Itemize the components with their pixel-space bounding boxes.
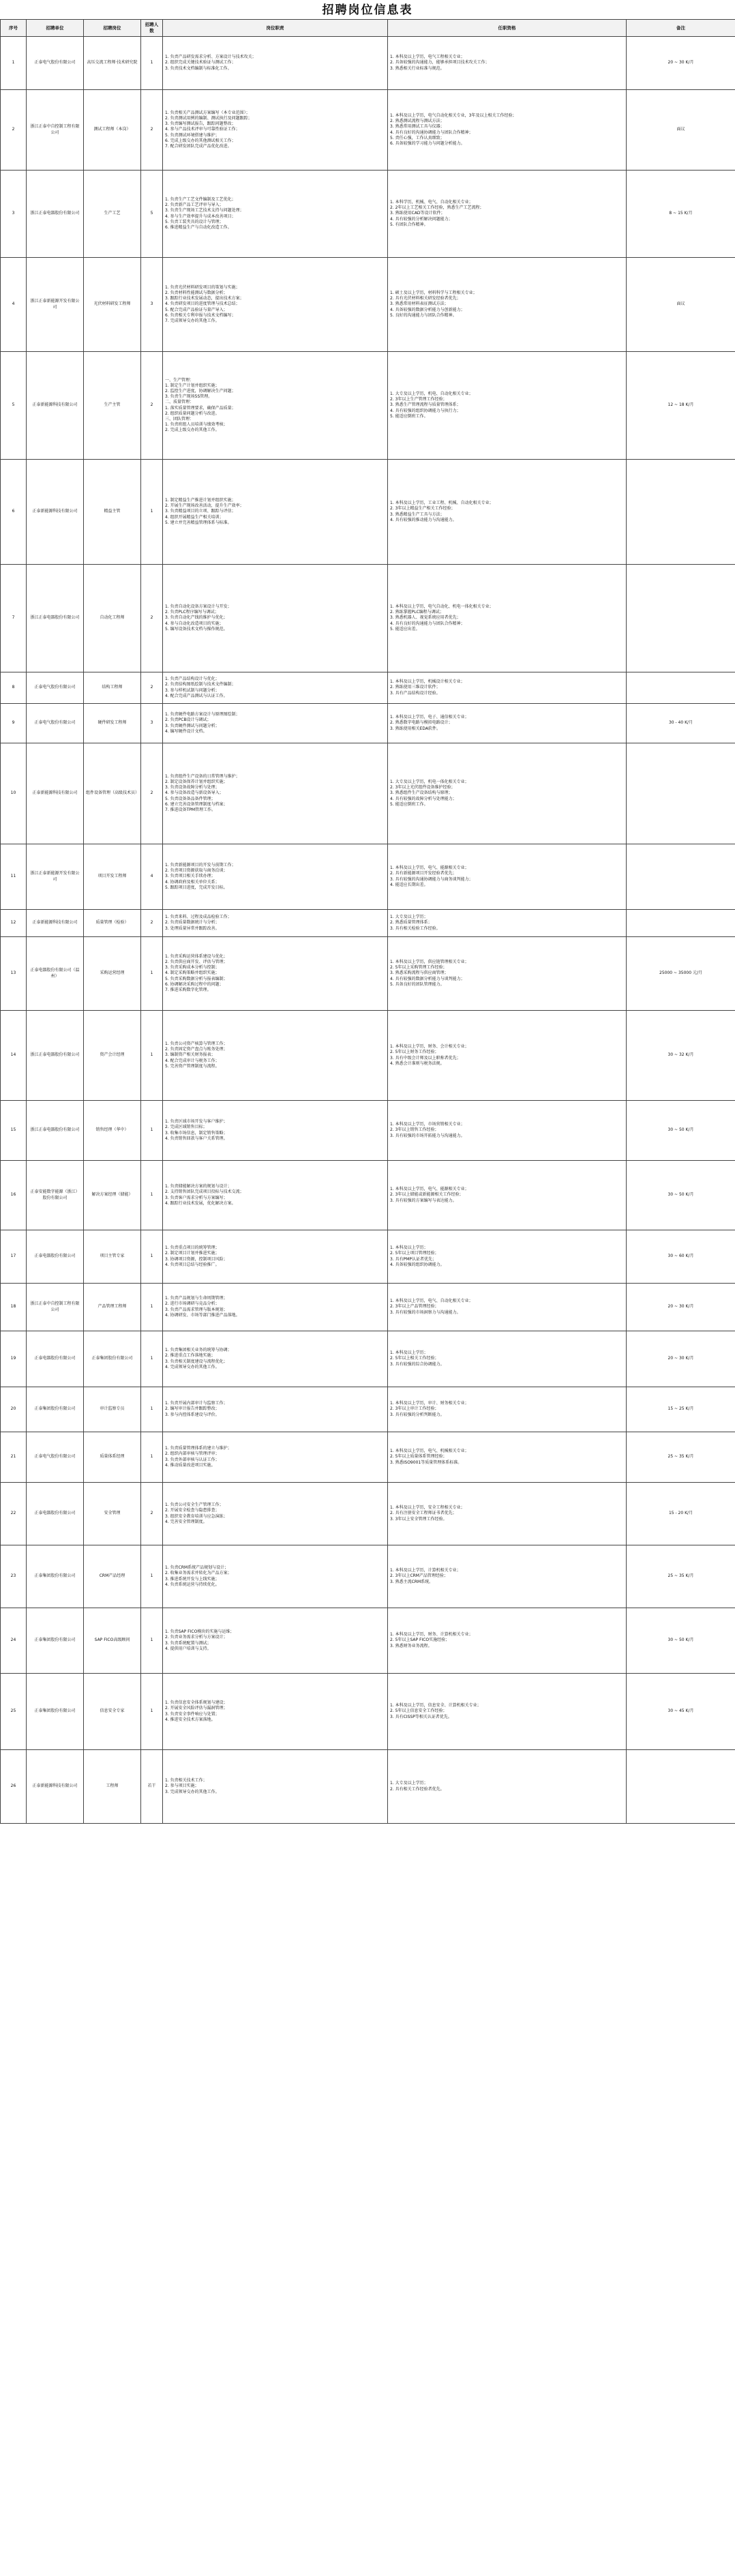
row-requirements: 1. 本科及以上学历，供应链管理相关专业； 2. 5年以上采购管理工作经验； 3. 熟悉采购流程与供应商管理； 4. 具有较强的数据分析能力与谈判能力； 5. 具备良好的团队管理能力。 (388, 937, 627, 1011)
row-salary (627, 565, 735, 672)
row-headcount: 1 (141, 1674, 163, 1750)
row-salary: 30 ~ 50 K/月 (627, 1101, 735, 1161)
row-duties: 1. 负责产品规划与生命周期管理； 2. 进行市场调研与竞品分析； 3. 负责产品需求管理与版本规划； 4. 协调研发、市场等部门推进产品落地。 (163, 1284, 388, 1331)
row-salary: 20 ~ 30 K/月 (627, 37, 735, 90)
table-row (1, 743, 735, 844)
row-salary: 25 ~ 35 K/月 (627, 1432, 735, 1483)
row-requirements: 1. 本科及以上学历，计算机相关专业； 2. 3年以上CRM产品管理经验； 3. 熟悉主流CRM系统。 (388, 1545, 627, 1608)
row-number: 25 (1, 1674, 27, 1750)
row-salary: 25 ~ 35 K/月 (627, 1545, 735, 1608)
row-post: 硬件研发工程师 (84, 704, 141, 743)
table-row (1, 1483, 735, 1545)
recruitment-table (0, 19, 735, 1824)
table-row (1, 1284, 735, 1331)
header-no: 序号 (1, 20, 27, 37)
row-unit: 正泰电气股份有限公司 (27, 672, 84, 704)
row-unit: 正泰电器股份有限公司 (27, 1331, 84, 1387)
row-headcount: 2 (141, 90, 163, 171)
row-requirements: 1. 本科及以上学历，电气、机械相关专业； 2. 5年以上质量体系管理经验； 3. 熟悉ISO9001等质量管理体系标准。 (388, 1432, 627, 1483)
row-post: 正泰集团股份有限公司 (84, 1331, 141, 1387)
row-requirements: 1. 本科及以上学历，市场营销相关专业； 2. 3年以上销售工作经验； 3. 具有较强的市场开拓能力与沟通能力。 (388, 1101, 627, 1161)
row-requirements: 1. 本科及以上学历，信息安全、计算机相关专业； 2. 5年以上信息安全工作经验； 3. 具有CISSP等相关认证者优先。 (388, 1674, 627, 1750)
row-headcount: 2 (141, 352, 163, 460)
table-row (1, 672, 735, 704)
row-unit: 正泰新能源科技有限公司 (27, 910, 84, 937)
row-duties: 1. 负责公司资产核算与管理工作； 2. 负责固定资产盘点与账务处理； 3. 编制资产相关财务报表； 4. 配合完成审计与税务工作； 5. 完善资产管理制度与流程。 (163, 1011, 388, 1101)
row-post: 安全管理 (84, 1483, 141, 1545)
row-number: 16 (1, 1161, 27, 1230)
row-headcount: 3 (141, 704, 163, 743)
row-salary (627, 672, 735, 704)
row-salary: 15 ~ 25 K/月 (627, 1387, 735, 1432)
row-requirements: 1. 硕士及以上学历，材料科学与工程相关专业； 2. 具有光伏材料相关研发经验者优先； 3. 熟悉常用材料表征测试方法； 4. 具备较强的数据分析能力与创新能力； 5. 良好的沟通能力与团队合作精神。 (388, 258, 627, 352)
table-row (1, 1432, 735, 1483)
row-number: 18 (1, 1284, 27, 1331)
row-unit: 正泰电器股份有限公司 (27, 1230, 84, 1284)
row-requirements: 1. 本科及以上学历，安全工程相关专业； 2. 具有注册安全工程师证书者优先； 3. 3年以上安全管理工作经验。 (388, 1483, 627, 1545)
row-post: 质量体系经理 (84, 1432, 141, 1483)
row-post: 自动化工程师 (84, 565, 141, 672)
row-number: 5 (1, 352, 27, 460)
row-headcount: 2 (141, 910, 163, 937)
row-requirements: 1. 本科及以上学历，电气、自动化相关专业； 2. 3年以上产品管理经验； 3. 具有较强的市场洞察力与沟通能力。 (388, 1284, 627, 1331)
table-row (1, 1750, 735, 1824)
row-duties: 1. 负责质量管理体系的建立与维护； 2. 组织内部审核与管理评审； 3. 负责外部审核与认证工作； 4. 推动质量改进项目实施。 (163, 1432, 388, 1483)
table-row (1, 1674, 735, 1750)
page-title: 招聘岗位信息表 (0, 1, 735, 19)
row-requirements: 1. 大专及以上学历； 2. 熟悉质量管理体系； 3. 具有相关检验工作经验。 (388, 910, 627, 937)
table-row (1, 1101, 735, 1161)
row-unit: 浙江正泰电器股份有限公司 (27, 1101, 84, 1161)
row-duties: 1. 负责储能解决方案的规划与设计； 2. 支持销售团队完成项目投标与技术交流； 3. 负责客户需求分析与方案编写； 4. 跟踪行业技术发展，优化解决方案。 (163, 1161, 388, 1230)
row-headcount: 2 (141, 672, 163, 704)
row-post: 信息安全专家 (84, 1674, 141, 1750)
row-post: 资产会计经理 (84, 1011, 141, 1101)
row-salary (627, 743, 735, 844)
row-requirements: 1. 本科及以上学历，电气自动化相关专业，3年及以上相关工作经验； 2. 熟悉测试流程与测试方法； 3. 熟悉常用测试工具与仪器； 4. 具有良好的沟通协调能力与团队合作精神； 5. 责任心强，工作认真细致； 6. 具备较强的学习能力与问题分析能力。 (388, 90, 627, 171)
row-post: 生产工艺 (84, 171, 141, 258)
row-number: 13 (1, 937, 27, 1011)
row-unit: 浙江正泰电器股份有限公司 (27, 1011, 84, 1101)
row-post: 光伏材料研发工程师 (84, 258, 141, 352)
table-row (1, 171, 735, 258)
row-number: 7 (1, 565, 27, 672)
row-duties: 1. 负责新能源项目的开发与前期工作； 2. 负责项目资源获取与商务洽谈； 3. 负责项目相关手续办理； 4. 协调政府及相关单位关系； 5. 跟踪项目进度，完成开发目标。 (163, 844, 388, 910)
table-row (1, 1387, 735, 1432)
row-unit: 浙江正泰新能源开发有限公司 (27, 844, 84, 910)
row-requirements: 1. 本科及以上学历，财务、计算机相关专业； 2. 5年以上SAP FICO实施经验； 3. 熟悉财务业务流程。 (388, 1608, 627, 1674)
row-duties: 1. 负责光伏材料研发项目的策划与实施； 2. 负责材料性能测试与数据分析； 3. 跟踪行业技术发展动态，提出技术方案； 4. 负责研发项目的进度管理与技术总结； 5. 配合完成产品验证与量产导入； 6. 负责相关专利申报与技术文档编写； 7. 完成领导交办的其他工作。 (163, 258, 388, 352)
row-post: 工程师 (84, 1750, 141, 1824)
row-salary: 30 ~ 50 K/月 (627, 1161, 735, 1230)
row-number: 11 (1, 844, 27, 910)
row-salary: 20 ~ 30 K/月 (627, 1284, 735, 1331)
row-requirements: 1. 本科学历，机械、电气、自动化相关专业； 2. 2年以上工艺相关工作经验，熟悉生产工艺流程； 3. 熟练使用CAD等设计软件； 4. 具有较强的分析解决问题能力； 5. 有团队合作精神。 (388, 171, 627, 258)
row-duties: 1. 负责集团相关业务的统筹与协调； 2. 推进重点工作落地实施； 3. 负责相关制度建设与流程优化； 4. 完成领导交办的其他工作。 (163, 1331, 388, 1387)
row-post: 组件设备管理（高级技术员） (84, 743, 141, 844)
row-duties: 一、生产管理： 1. 制定生产计划并组织实施； 2. 监控生产进度，协调解决生产问题； 3. 负责生产现场5S管理。 二、质量管理： 1. 落实质量管理要求，确保产品质量； 2. 组织质量问题分析与改进。 三、团队管理： 1. 负责班组人员培训与绩效考核； 2. 完成上级交办的其他工作。 (163, 352, 388, 460)
row-salary: 15 - 20 K/月 (627, 1483, 735, 1545)
row-requirements: 1. 本科及以上学历； 2. 5年以上相关工作经验； 3. 具有较强的综合协调能力。 (388, 1331, 627, 1387)
header-reqs: 任职资格 (388, 20, 627, 37)
row-headcount: 1 (141, 1331, 163, 1387)
row-number: 12 (1, 910, 27, 937)
row-salary (627, 844, 735, 910)
row-salary: 面议 (627, 90, 735, 171)
row-post: 产品管理工程师 (84, 1284, 141, 1331)
header-duties: 岗位职责 (163, 20, 388, 37)
row-number: 19 (1, 1331, 27, 1387)
row-duties: 1. 负责自动化设备方案设计与开发； 2. 负责PLC程序编写与调试； 3. 负责自动化产线的维护与优化； 4. 参与自动化改造项目的实施； 5. 编写设备技术文档与操作规范。 (163, 565, 388, 672)
row-number: 22 (1, 1483, 27, 1545)
row-headcount: 2 (141, 1483, 163, 1545)
row-headcount: 1 (141, 1387, 163, 1432)
row-headcount: 3 (141, 258, 163, 352)
header-post: 招聘岗位 (84, 20, 141, 37)
row-headcount: 1 (141, 1608, 163, 1674)
row-salary: 30 ~ 50 K/月 (627, 1608, 735, 1674)
table-row (1, 37, 735, 90)
row-requirements: 1. 本科及以上学历，电气、能源相关专业； 2. 3年以上储能或新能源相关工作经验； 3. 具有较强的方案编写与表达能力。 (388, 1161, 627, 1230)
row-number: 20 (1, 1387, 27, 1432)
row-duties: 1. 负责公司安全生产管理工作； 2. 开展安全检查与隐患排查； 3. 组织安全教育培训与应急演练； 4. 完善安全管理制度。 (163, 1483, 388, 1545)
header-unit: 招聘单位 (27, 20, 84, 37)
table-row (1, 1230, 735, 1284)
row-unit: 正泰集团股份有限公司 (27, 1608, 84, 1674)
table-body (1, 37, 735, 1824)
row-duties: 1. 负责开展内部审计与监察工作； 2. 编写审计报告并跟踪整改； 3. 参与内控体系建设与评价。 (163, 1387, 388, 1432)
row-unit: 浙江正泰中自控制工程有限公司 (27, 1284, 84, 1331)
row-requirements: 1. 本科及以上学历； 2. 5年以上项目管理经验； 3. 具有PMP认证者优先； 4. 具备较强的组织协调能力。 (388, 1230, 627, 1284)
row-number: 6 (1, 460, 27, 565)
row-duties: 1. 负责CRM系统产品规划与设计； 2. 收集业务需求并转化为产品方案； 3. 推进系统开发与上线实施； 4. 负责系统运营与持续优化。 (163, 1545, 388, 1608)
row-headcount: 1 (141, 1230, 163, 1284)
header-note: 备注 (627, 20, 735, 37)
row-post: 结构工程师 (84, 672, 141, 704)
row-headcount: 1 (141, 460, 163, 565)
row-unit: 正泰集团股份有限公司 (27, 1545, 84, 1608)
table-row (1, 844, 735, 910)
row-requirements: 1. 大专及以上学历，机电、自动化相关专业； 2. 3年以上生产管理工作经验； 3. 熟悉生产管理流程与质量管理体系； 4. 具有较强的组织协调能力与执行力； 5. 能适应倒班工作。 (388, 352, 627, 460)
table-row (1, 460, 735, 565)
row-unit: 浙江正泰新能源开发有限公司 (27, 258, 84, 352)
row-number: 17 (1, 1230, 27, 1284)
row-unit: 正泰电气股份有限公司 (27, 704, 84, 743)
row-requirements: 1. 大专及以上学历； 2. 具有相关工作经验者优先。 (388, 1750, 627, 1824)
table-row (1, 1011, 735, 1101)
row-unit: 浙江正泰中自控制工程有限公司 (27, 90, 84, 171)
row-salary (627, 1750, 735, 1824)
table-row (1, 1608, 735, 1674)
row-duties: 1. 负责产品研发需求分析、方案设计与技术攻关； 2. 组织完成关键技术验证与测试工作； 3. 负责技术文档编制与标准化工作。 (163, 37, 388, 90)
row-headcount: 若干 (141, 1750, 163, 1824)
row-number: 23 (1, 1545, 27, 1608)
row-unit: 正泰集团股份有限公司 (27, 1674, 84, 1750)
row-unit: 正泰电气股份有限公司 (27, 1432, 84, 1483)
row-headcount: 1 (141, 1161, 163, 1230)
table-row (1, 1545, 735, 1608)
row-duties: 1. 负责组件生产设备的日常管理与维护； 2. 制定设备保养计划并组织实施； 3. 负责设备故障分析与处理； 4. 参与设备改造与新设备导入； 5. 负责设备备品备件管理； 6. 建立完善设备管理制度与档案； 7. 推进设备TPM管理工作。 (163, 743, 388, 844)
row-duties: 1. 负责采购运营体系建设与优化； 2. 负责供应商开发、评估与管理； 3. 负责采购成本分析与控制； 4. 制定采购策略并组织实施； 5. 负责采购数据分析与报表编制； 6. 协调解决采购过程中的问题； 7. 推进采购数字化管理。 (163, 937, 388, 1011)
row-duties: 1. 负责区域市场开发与客户维护； 2. 完成区域销售目标； 3. 收集市场信息，制定销售策略； 4. 负责销售回款与客户关系管理。 (163, 1101, 388, 1161)
row-duties: 1. 负责重点项目的统筹管理； 2. 制定项目计划并推进实施； 3. 协调项目资源，控制项目风险； 4. 负责项目总结与经验推广。 (163, 1230, 388, 1284)
row-post: 高压交流工程师·技术研究院 (84, 37, 141, 90)
row-post: 精益主管 (84, 460, 141, 565)
row-number: 2 (1, 90, 27, 171)
table-row (1, 90, 735, 171)
table-row (1, 937, 735, 1011)
row-salary: 30 ~ 45 K/月 (627, 1674, 735, 1750)
row-number: 10 (1, 743, 27, 844)
row-number: 26 (1, 1750, 27, 1824)
table-row (1, 1331, 735, 1387)
table-row (1, 352, 735, 460)
row-number: 3 (1, 171, 27, 258)
row-headcount: 1 (141, 1284, 163, 1331)
row-requirements: 1. 大专及以上学历，机电一体化相关专业； 2. 3年以上光伏组件设备维护经验； 3. 熟悉组件生产设备结构与原理； 4. 具有较强的故障分析与处理能力； 5. 能适应倒班工作。 (388, 743, 627, 844)
row-duties: 1. 负责SAP FICO模块的实施与运维； 2. 负责业务需求分析与方案设计； 3. 负责系统配置与测试； 4. 提供用户培训与支持。 (163, 1608, 388, 1674)
row-number: 8 (1, 672, 27, 704)
row-salary: 8 ~ 15 K/月 (627, 171, 735, 258)
row-post: 采购运营经理 (84, 937, 141, 1011)
row-unit: 正泰新能源科技有限公司 (27, 1750, 84, 1824)
table-row (1, 1161, 735, 1230)
row-requirements: 1. 本科及以上学历，工业工程、机械、自动化相关专业； 2. 3年以上精益生产相关工作经验； 3. 熟悉精益生产工具与方法； 4. 具有较强的推动能力与沟通能力。 (388, 460, 627, 565)
row-requirements: 1. 本科及以上学历，电子、通信相关专业； 2. 熟悉数字电路与模拟电路设计； 3. 熟练使用相关EDA软件。 (388, 704, 627, 743)
row-duties: 1. 负责相关技术工作； 2. 参与项目实施； 3. 完成领导交办的其他工作。 (163, 1750, 388, 1824)
row-headcount: 1 (141, 1101, 163, 1161)
row-duties: 1. 负责信息安全体系规划与建设； 2. 开展安全风险评估与漏洞管理； 3. 负责安全事件响应与处置； 4. 推进安全技术方案落地。 (163, 1674, 388, 1750)
row-unit: 浙江正泰电器股份有限公司 (27, 171, 84, 258)
row-headcount: 1 (141, 1011, 163, 1101)
row-duties: 1. 制定精益生产推进计划并组织实施； 2. 开展生产现场改善活动，提升生产效率； 3. 负责精益项目的立项、跟踪与评估； 4. 组织开展精益生产相关培训； 5. 建立并完善精益管理体系与标准。 (163, 460, 388, 565)
row-number: 1 (1, 37, 27, 90)
table-row (1, 565, 735, 672)
row-unit: 正泰新能源科技有限公司 (27, 460, 84, 565)
row-salary: 30 ~ 32 K/月 (627, 1011, 735, 1101)
row-unit: 正泰电气股份有限公司 (27, 37, 84, 90)
row-headcount: 1 (141, 1545, 163, 1608)
row-post: 质量管理（检验） (84, 910, 141, 937)
row-salary: 12 ~ 18 K/月 (627, 352, 735, 460)
row-salary: 25000 ~ 35000 元/月 (627, 937, 735, 1011)
table-row (1, 704, 735, 743)
row-post: 项目主管专家 (84, 1230, 141, 1284)
row-headcount: 2 (141, 565, 163, 672)
row-unit: 正泰新能源科技有限公司 (27, 352, 84, 460)
row-unit: 正泰电器股份有限公司（温州） (27, 937, 84, 1011)
row-requirements: 1. 本科及以上学历，电气工程相关专业； 2. 具备较强的沟通能力，能够承担项目技术攻关工作； 3. 熟悉相关行业标准与规范。 (388, 37, 627, 90)
table-header-row (1, 20, 735, 37)
header-num: 招聘人数 (141, 20, 163, 37)
row-requirements: 1. 本科及以上学历，审计、财务相关专业； 2. 3年以上审计工作经验； 3. 具有较强的分析判断能力。 (388, 1387, 627, 1432)
row-post: 销售经理（华中） (84, 1101, 141, 1161)
row-requirements: 1. 本科及以上学历，机械设计相关专业； 2. 熟练使用三维设计软件； 3. 具有产品结构设计经验。 (388, 672, 627, 704)
row-post: 生产主管 (84, 352, 141, 460)
row-unit: 浙江正泰电器股份有限公司 (27, 565, 84, 672)
row-headcount: 1 (141, 37, 163, 90)
row-requirements: 1. 本科及以上学历，电气、能源相关专业； 2. 具有新能源项目开发经验者优先； 3. 具有较强的沟通协调能力与商务谈判能力； 4. 能适应长期出差。 (388, 844, 627, 910)
row-duties: 1. 负责生产工艺文件编制及工艺优化； 2. 负责新产品工艺评审与导入； 3. 负责生产现场工艺技术支持与问题处理； 4. 参与生产效率提升与成本改善项目； 5. 负责工装夹具的设计与管理； 6. 推进精益生产与自动化改造工作。 (163, 171, 388, 258)
row-salary (627, 910, 735, 937)
row-headcount: 1 (141, 1432, 163, 1483)
row-salary (627, 460, 735, 565)
row-salary: 面议 (627, 258, 735, 352)
row-number: 9 (1, 704, 27, 743)
row-salary: 20 ~ 30 K/月 (627, 1331, 735, 1387)
row-duties: 1. 负责相关产品测试方案编写（本专业范围）； 2. 负责测试用例的编制、测试执行及问题跟踪； 3. 负责编写测试报告，跟踪问题整改； 4. 参与产品技术评审与可靠性验证工作； 5. 负责测试环境搭建与维护； 6. 完成上级交办的其他测试相关工作； 7. 配合研发团队完成产品优化改进。 (163, 90, 388, 171)
row-post: SAP FICO高级顾问 (84, 1608, 141, 1674)
row-salary: 30 - 40 K/月 (627, 704, 735, 743)
table-row (1, 910, 735, 937)
row-number: 4 (1, 258, 27, 352)
row-requirements: 1. 本科及以上学历，财务、会计相关专业； 2. 5年以上财务工作经验； 3. 具有中级会计师及以上职称者优先； 4. 熟悉会计准则与税务法规。 (388, 1011, 627, 1101)
row-number: 24 (1, 1608, 27, 1674)
row-salary: 30 ~ 60 K/月 (627, 1230, 735, 1284)
row-unit: 正泰安能数字能源（浙江）股份有限公司 (27, 1161, 84, 1230)
row-unit: 正泰新能源科技有限公司 (27, 743, 84, 844)
row-unit: 正泰集团股份有限公司 (27, 1387, 84, 1432)
row-post: 解决方案经理（储能） (84, 1161, 141, 1230)
row-number: 21 (1, 1432, 27, 1483)
table-row (1, 258, 735, 352)
row-number: 15 (1, 1101, 27, 1161)
row-post: 项目开发工程师 (84, 844, 141, 910)
row-post: 测试工程师（本岗） (84, 90, 141, 171)
row-duties: 1. 负责产品结构设计与优化； 2. 负责结构图纸绘制与技术文件编制； 3. 参与样机试制与问题分析； 4. 配合完成产品测试与认证工作。 (163, 672, 388, 704)
row-headcount: 2 (141, 743, 163, 844)
row-duties: 1. 负责硬件电路方案设计与原理图绘制； 2. 负责PCB设计与调试； 3. 负责硬件测试与问题分析； 4. 编写硬件设计文档。 (163, 704, 388, 743)
row-headcount: 1 (141, 937, 163, 1011)
row-post: CRM产品经理 (84, 1545, 141, 1608)
row-unit: 正泰电器股份有限公司 (27, 1483, 84, 1545)
row-post: 审计监察专员 (84, 1387, 141, 1432)
row-requirements: 1. 本科及以上学历，电气自动化、机电一体化相关专业； 2. 熟练掌握PLC编程与调试； 3. 熟悉机器人、视觉系统应用者优先； 4. 具有良好的沟通能力与团队合作精神； 5. 能适应出差。 (388, 565, 627, 672)
row-duties: 1. 负责来料、过程及成品检验工作； 2. 负责质量数据统计与分析； 3. 处理质量异常并跟踪改善。 (163, 910, 388, 937)
row-headcount: 4 (141, 844, 163, 910)
row-headcount: 5 (141, 171, 163, 258)
row-number: 14 (1, 1011, 27, 1101)
